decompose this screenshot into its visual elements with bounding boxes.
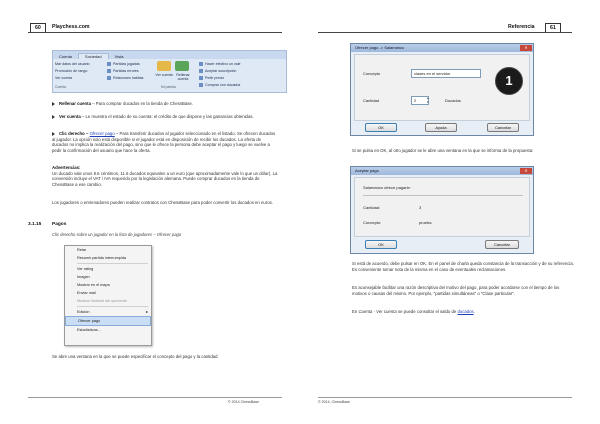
ribbon-item[interactable]: Comprar con ducados bbox=[199, 83, 240, 87]
ok-button[interactable]: OK bbox=[365, 240, 397, 249]
bullet-icon bbox=[52, 115, 55, 119]
cancel-button[interactable]: Cancelar bbox=[487, 123, 519, 132]
submenu-arrow-icon: ▸ bbox=[146, 310, 148, 314]
bullet-refill: Rellenar cuenta – Para comprar ducados en la tienda de ChessBase. bbox=[52, 101, 278, 107]
concept-input[interactable]: clases en el servidor bbox=[411, 69, 481, 78]
ribbon-item[interactable]: Mar datos del usuario bbox=[55, 62, 90, 66]
dialog-title: Ofrecer pago -> Salamanco bbox=[355, 45, 405, 50]
left-header-site: Playchess.com bbox=[52, 24, 90, 30]
section-subtitle: Clic derecho sobre un jugador en la lista de jugadores – Ofrecer pago bbox=[52, 232, 182, 237]
caption-1: Si se pulsa en OK, al otro jugador se le abre una ventana en la que se informa de la propuesta: bbox=[352, 148, 534, 153]
ribbon-item[interactable]: Partidas jugadas bbox=[107, 62, 140, 66]
cancel-button[interactable]: Cancelar bbox=[485, 240, 519, 249]
close-icon[interactable]: ✕ bbox=[520, 168, 532, 174]
wallet-icon bbox=[175, 61, 189, 71]
ribbon-tabs bbox=[53, 51, 286, 59]
menu-item-image[interactable]: Imagen bbox=[77, 275, 90, 279]
menu-item-edit[interactable]: Edición ▸ bbox=[77, 310, 148, 314]
ribbon-screenshot bbox=[52, 50, 287, 93]
section-title: Pagos bbox=[52, 222, 67, 227]
menu-item-history: Mostrar historial del oponente bbox=[77, 299, 128, 303]
chessbase-logo: 1 bbox=[495, 67, 523, 95]
ok-button[interactable]: OK bbox=[365, 123, 397, 132]
coins-icon bbox=[157, 61, 171, 71]
ribbon-tab[interactable]: Cuenta bbox=[59, 54, 72, 59]
close-icon[interactable]: ✕ bbox=[520, 45, 532, 51]
errors-icon bbox=[107, 69, 111, 73]
amount-label: Cantidad bbox=[363, 98, 380, 103]
accept-payment-dialog bbox=[350, 166, 534, 254]
amount-value: 3 bbox=[419, 205, 422, 210]
ducados-link[interactable]: ducados bbox=[457, 309, 474, 314]
menu-item-rating[interactable]: Ver rating bbox=[77, 267, 94, 271]
bullet-icon bbox=[52, 132, 55, 136]
ribbon-item[interactable]: Partidas errores bbox=[107, 69, 139, 73]
menu-item-statistics[interactable]: Estadísticas... bbox=[77, 328, 101, 332]
offer-heading: Salamanco ofrece pagarle: bbox=[363, 185, 411, 190]
games-icon bbox=[107, 62, 111, 66]
paragraph-1: Si está de acuerdo, debe pulsar en OK. En el panel de charla queda constancia de la transacción y de su referencia. Es conveniente tomar nota de la misma en el caso de eventuales reclamaciones. bbox=[352, 261, 574, 272]
dialog-body bbox=[354, 177, 530, 237]
buy-icon bbox=[199, 83, 203, 87]
menu-separator bbox=[77, 306, 148, 307]
subscription-icon bbox=[199, 69, 203, 73]
paragraph-2: Es aconsejable facilitar una razón descriptiva del motivo del pago, para poder acordarse con el tiempo de los motivos o causas del mismo. Por ejemplo, "partidas simultáneas" o "Clase particular". bbox=[352, 285, 560, 296]
offer-payment-link[interactable]: Ofrecer pago bbox=[89, 131, 115, 136]
amount-label: Cantidad: bbox=[363, 205, 381, 210]
right-header-section: Referencia bbox=[508, 24, 535, 30]
right-page-number: 61 bbox=[545, 23, 561, 33]
menu-separator bbox=[77, 263, 148, 264]
dialog-title-bar bbox=[351, 44, 533, 52]
ribbon-item[interactable]: Ver cuenta bbox=[55, 76, 73, 80]
voucher-icon bbox=[199, 62, 203, 66]
ribbon-item[interactable]: Promoción de rango bbox=[55, 69, 88, 73]
ribbon-item[interactable]: Pedir precio bbox=[199, 76, 224, 80]
left-page-number: 60 bbox=[30, 23, 46, 33]
ribbon-item[interactable]: Hacer efectivo un vale bbox=[199, 62, 241, 66]
view-account-button[interactable]: Ver cuenta bbox=[155, 73, 173, 77]
concept-label: Concepto bbox=[363, 71, 381, 76]
bottom-text: Se abre una ventana en la que se puede especificar el concepto del pago y la cantidad bbox=[52, 354, 218, 359]
menu-item-mail[interactable]: Enviar mail bbox=[77, 291, 96, 295]
right-footer: © 2014, ChessBase bbox=[318, 400, 351, 404]
left-footer-rule bbox=[28, 397, 282, 398]
context-menu bbox=[64, 245, 152, 346]
bullet-offer-payment: Clic derecho – Ofrecer pago – Para transferir ducados al jugador seleccionado en el listado. Se ofrecen ducados al jugador. La opción solo está disponible si el jugador está en disposición de recibir los ducados. La oferta de ducados no implica la realización del pago, sino que le ofrece la persona debe aceptar el pago y luego se vuelve a pedir la confirmación del usuario que hace la oferta. bbox=[52, 131, 276, 153]
right-footer-rule bbox=[318, 397, 572, 398]
paragraph-3: En Cuenta - Ver cuenta se puede consultar el saldo de ducados. bbox=[352, 309, 475, 314]
relations-icon bbox=[107, 76, 111, 80]
refill-account-button[interactable]: Rellenar cuenta bbox=[176, 73, 190, 81]
ribbon-tab-active[interactable]: Sociedad bbox=[78, 53, 109, 59]
menu-item-resume[interactable]: Resumir partida interrumpida bbox=[77, 256, 126, 260]
ribbon-item[interactable]: Relaciones habitas bbox=[107, 76, 143, 80]
left-header-rule bbox=[28, 32, 282, 33]
bullet-icon bbox=[52, 102, 55, 106]
help-button[interactable]: Ayuda bbox=[425, 123, 457, 132]
dialog-title: Aceptar pago bbox=[355, 168, 379, 173]
menu-item-map[interactable]: Mostrar en el mapa bbox=[77, 283, 110, 287]
bullet-view-account: Ver cuenta – Le muestra el estado de su cuenta: el crédito de que dispone y las ganancias obtenidas. bbox=[52, 114, 278, 120]
menu-item-challenge[interactable]: Retar bbox=[77, 248, 87, 252]
right-header-rule bbox=[318, 32, 572, 33]
concept-label: Concepto: bbox=[363, 220, 382, 225]
amount-input[interactable]: 2 bbox=[411, 96, 429, 105]
ribbon-group-label: Cuenta bbox=[55, 85, 66, 89]
left-footer: © 2014 ChessBase bbox=[228, 400, 260, 404]
offer-payment-dialog bbox=[350, 43, 534, 136]
concept-value: prueba bbox=[419, 220, 432, 225]
ribbon-tab[interactable]: Vista bbox=[114, 54, 124, 59]
amount-spinner-icon[interactable]: ▴ ▾ bbox=[427, 96, 429, 104]
advert-paragraph-2: Los jugadores o entrenadores pueden realizar contratos con ChessBase para poder convertir los ducados en euros. bbox=[52, 200, 273, 205]
amount-unit: Ducados bbox=[445, 98, 461, 103]
menu-item-offer-payment[interactable]: Ofrecer pago bbox=[65, 316, 151, 326]
ribbon-item[interactable]: Aceptar suscripción bbox=[199, 69, 236, 73]
ribbon-group-label: Mi partida bbox=[161, 85, 176, 89]
dialog-title-bar bbox=[351, 167, 533, 175]
divider bbox=[363, 195, 523, 196]
dialog-body bbox=[354, 54, 530, 121]
advertencias: Advertencias: Un ducado vale unos 8.6 céntimos, 11.6 ducados equivalen a un euro (que aproximadamente vale lo que un dólar). La conversión incluye el VAT / IVA requerido por la legislación alemana. Puede comprar ducados en la tienda de ChessBase a ese cambio. bbox=[52, 165, 278, 187]
price-icon bbox=[199, 76, 203, 80]
section-number: 3.1.15 bbox=[28, 222, 42, 227]
